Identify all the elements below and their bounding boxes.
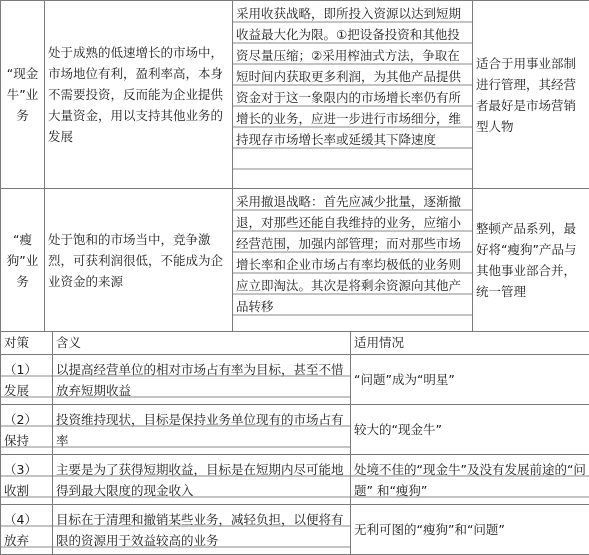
applicable-cell: 较大的“现金牛” <box>351 405 589 455</box>
countermeasure-name-cell: （3）收割 <box>1 455 53 505</box>
business-type-cell: “瘦狗”业务 <box>1 189 45 332</box>
countermeasure-name-cell: （2）保持 <box>1 405 53 455</box>
meaning-cell: 以提高经营单位的相对市场占有率为目标，甚至不惜放弃短期收益 <box>53 355 351 405</box>
table-row <box>1 355 589 405</box>
meaning-cell: 目标在于清理和撤销某些业务，减轻负担，以便将有限的资源用于效益较高的业务 <box>53 505 351 555</box>
management-cell: 整顿产品系列，最好将“瘦狗”产品与其他事业部合并，统一管理 <box>473 189 589 332</box>
applicable-cell: 处境不佳的“现金牛”及没有发展前途的“问题” 和“瘦狗” <box>351 455 589 505</box>
header-meaning: 含义 <box>53 332 351 355</box>
countermeasure-name-cell: （4）放弃 <box>1 505 53 555</box>
meaning-cell: 投资维持现状，目标是保持业务单位现有的市场占有率 <box>53 405 351 455</box>
meaning-cell: 主要是为了获得短期收益，目标是在短期内尽可能地得到最大限度的现金收入 <box>53 455 351 505</box>
management-cell: 适合于用事业部制进行管理，其经营者最好是市场营销型人物 <box>473 1 589 189</box>
business-type-cell: “现金牛”业务 <box>1 1 45 189</box>
header-applicable: 适用情况 <box>351 332 589 355</box>
table-header-row <box>1 332 589 355</box>
table-row <box>1 505 589 555</box>
characteristics-cell: 处于饱和的市场当中，竞争激烈，可获利润很低，不能成为企业资金的来源 <box>45 189 233 332</box>
applicable-cell: 无利可图的“瘦狗”和“问题” <box>351 505 589 555</box>
table-row <box>1 1 589 189</box>
applicable-cell: “问题”成为“明星” <box>351 355 589 405</box>
table-row <box>1 189 589 332</box>
table-row <box>1 455 589 505</box>
table-row <box>1 405 589 455</box>
countermeasure-name-cell: （1）发展 <box>1 355 53 405</box>
strategy-cell: 采用收获战略，即所投入资源以达到短期收益最大化为限。①把设备投资和其他投资尽量压缩；②采用榨油式方法，争取在短时间内获取更多利润，为其他产品提供资金对于这一象限内的市场增长率仍有所增长的业务，应进一步进行市场细分，维持现存市场增长率或延缓其下降速度 <box>233 1 473 189</box>
strategy-cell: 采用撤退战略：首先应减少批量，逐渐撤退，对那些还能自我维持的业务，应缩小经营范围，加强内部管理；而对那些市场增长率和企业市场占有率均极低的业务则应立即淘汰。其次是将剩余资源向其他产品转移 <box>233 189 473 332</box>
header-countermeasure: 对策 <box>1 332 53 355</box>
characteristics-cell: 处于成熟的低速增长的市场中，市场地位有利，盈利率高，本身不需要投资，反而能为企业提供大量资金，用以支持其他业务的发展 <box>45 1 233 189</box>
countermeasure-table <box>0 331 589 555</box>
